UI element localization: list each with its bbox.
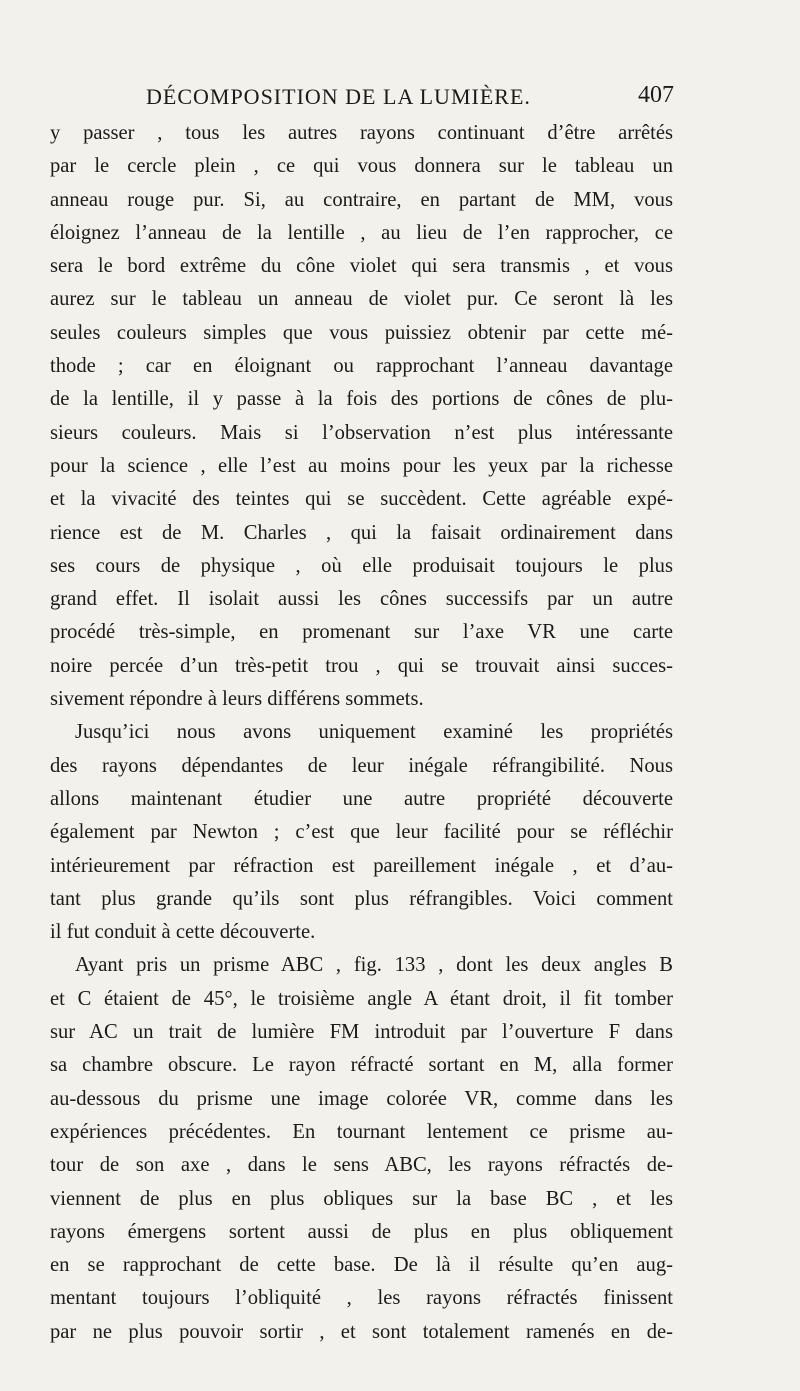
- text-line: mentant toujours l’obliquité , les rayons réfractés finissent: [50, 1287, 673, 1310]
- text-line: il fut conduit à cette découverte.: [50, 921, 316, 944]
- text-line: par le cercle plein , ce qui vous donnera sur le tableau un: [50, 155, 673, 178]
- text-line: par ne plus pouvoir sortir , et sont totalement ramenés en de-: [50, 1320, 673, 1343]
- text-line: pour la science , elle l’est au moins pour les yeux par la richesse: [50, 454, 673, 477]
- body-text: [50, 117, 673, 1349]
- text-line: expériences précédentes. En tournant lentement ce prisme au-: [50, 1120, 673, 1143]
- text-line: procédé très-simple, en promenant sur l’axe VR une carte: [50, 621, 673, 644]
- text-line: sivement répondre à leurs différens sommets.: [50, 688, 424, 711]
- text-line: au-dessous du prisme une image colorée VR, comme dans les: [50, 1087, 673, 1110]
- text-line: sera le bord extrême du cône violet qui sera transmis , et vous: [50, 255, 673, 278]
- text-line: sieurs couleurs. Mais si l’observation n’est plus intéressante: [50, 421, 673, 444]
- running-header: [146, 82, 674, 114]
- text-line: aurez sur le tableau un anneau de violet pur. Ce seront là les: [50, 288, 673, 311]
- text-line: ses cours de physique , où elle produisait toujours le plus: [50, 554, 673, 577]
- text-line: tant plus grande qu’ils sont plus réfrangibles. Voici comment: [50, 887, 673, 910]
- text-line: thode ; car en éloignant ou rapprochant l’anneau davantage: [50, 355, 673, 378]
- text-line: noire percée d’un très-petit trou , qui se trouvait ainsi succes-: [50, 654, 673, 677]
- text-line: y passer , tous les autres rayons continuant d’être arrêtés: [50, 122, 673, 144]
- text-line: intérieurement par réfraction est pareillement inégale , et d’au-: [50, 854, 673, 877]
- text-line: et C étaient de 45°, le troisième angle A étant droit, il fit tomber: [50, 987, 673, 1010]
- text-line: sa chambre obscure. Le rayon réfracté sortant en M, alla former: [50, 1054, 673, 1077]
- text-line: rayons émergens sortent aussi de plus en plus obliquement: [50, 1220, 673, 1243]
- text-line: anneau rouge pur. Si, au contraire, en partant de MM, vous: [50, 188, 673, 211]
- text-line: également par Newton ; c’est que leur facilité pour se réfléchir: [50, 821, 673, 844]
- text-line: des rayons dépendantes de leur inégale réfrangibilité. Nous: [50, 754, 673, 777]
- text-line: de la lentille, il y passe à la fois des portions de cônes de plu-: [50, 388, 673, 411]
- text-line: sur AC un trait de lumière FM introduit par l’ouverture F dans: [50, 1021, 673, 1044]
- text-line: allons maintenant étudier une autre propriété découverte: [50, 787, 673, 810]
- text-line: tour de son axe , dans le sens ABC, les rayons réfractés de-: [50, 1154, 673, 1177]
- text-line: en se rapprochant de cette base. De là il résulte qu’en aug-: [50, 1254, 673, 1277]
- text-line: seules couleurs simples que vous puissiez obtenir par cette mé-: [50, 321, 673, 344]
- text-line: Jusqu’ici nous avons uniquement examiné les propriétés: [75, 721, 673, 744]
- text-line: et la vivacité des teintes qui se succèdent. Cette agréable expé-: [50, 488, 673, 511]
- text-line: Ayant pris un prisme ABC , fig. 133 , dont les deux angles B: [75, 954, 673, 977]
- page-number: 407: [638, 82, 674, 108]
- text-line: éloignez l’anneau de la lentille , au lieu de l’en rapprocher, ce: [50, 221, 673, 244]
- running-title: DÉCOMPOSITION DE LA LUMIÈRE.: [146, 84, 531, 109]
- text-line: rience est de M. Charles , qui la faisait ordinairement dans: [50, 521, 673, 544]
- text-line: viennent de plus en plus obliques sur la base BC , et les: [50, 1187, 673, 1210]
- text-line: grand effet. Il isolait aussi les cônes successifs par un autre: [50, 588, 673, 611]
